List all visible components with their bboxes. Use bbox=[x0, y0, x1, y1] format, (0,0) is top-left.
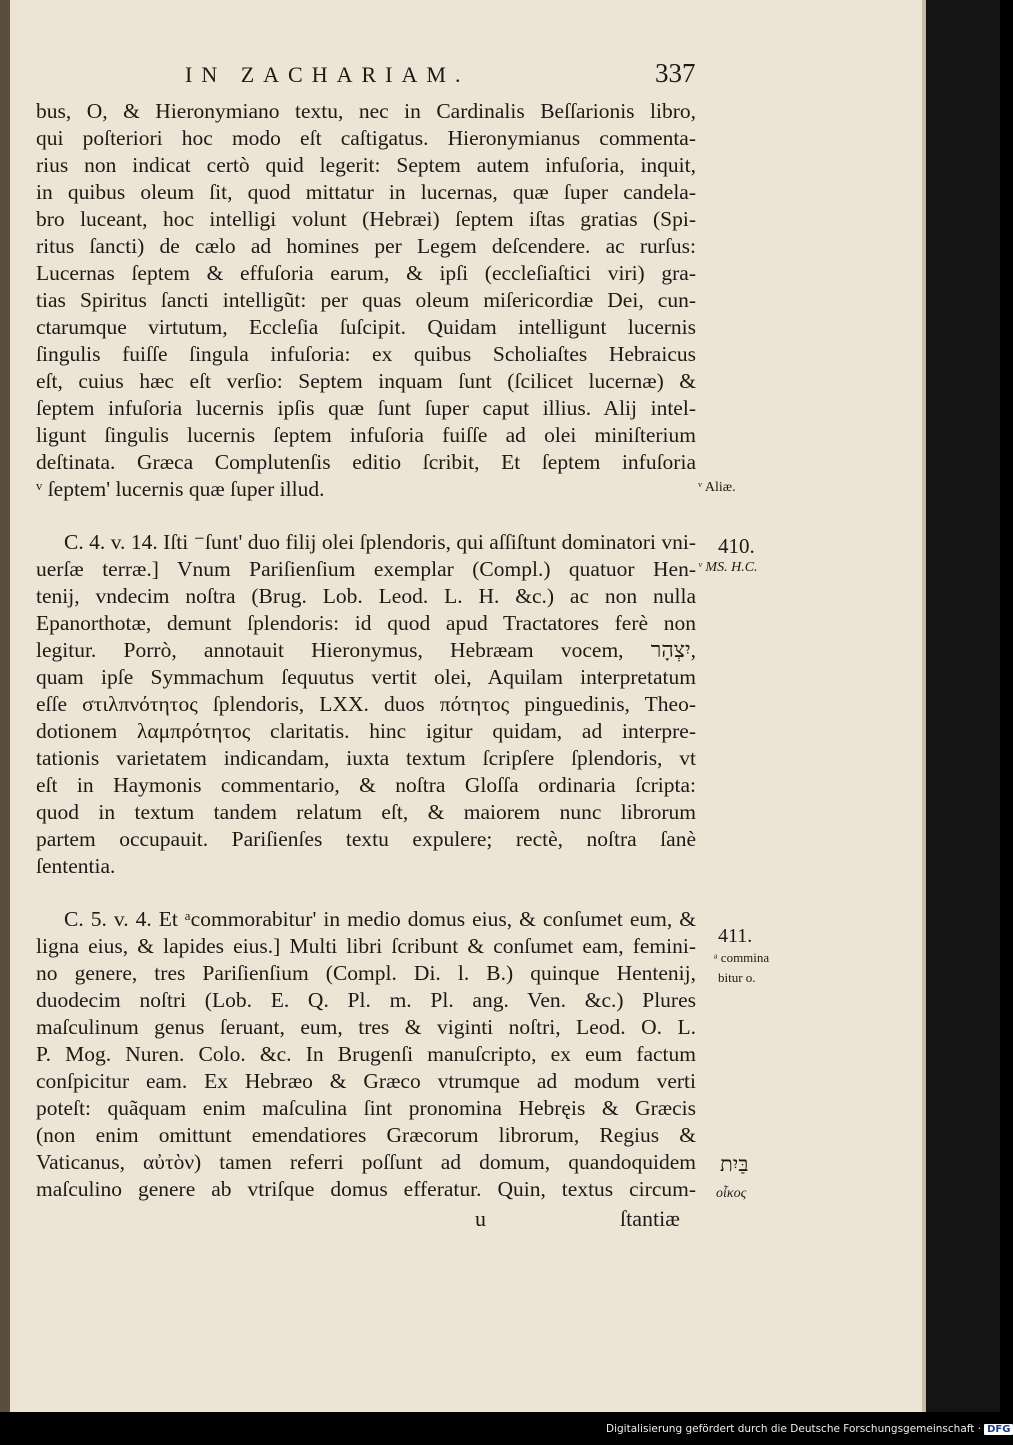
text-line: eſt in Haymonis commentario, & noſtra Gloſſa ordinaria ſcripta: bbox=[36, 773, 696, 797]
text-line: bro luceant, hoc intelligi volunt (Hebræi) ſeptem iſtas gratias (Spi- bbox=[36, 207, 696, 231]
footer-text: Digitalisierung gefördert durch die Deutsche Forschungsgemeinschaft · bbox=[606, 1423, 982, 1435]
text-line: maſculinum genus ſeruant, eum, tres & viginti noſtri, Leod. O. L. bbox=[36, 1015, 696, 1039]
margin-note-411: 411. bbox=[718, 925, 753, 947]
text-line: quod in textum tandem relatum eſt, & maiorem nunc librorum bbox=[36, 800, 696, 824]
text-line: ritus ſancti) de cælo ad homines per Legem deſcendere. ac rurſus: bbox=[36, 234, 696, 258]
text-line: Lucernas ſeptem & effuſoria earum, & ipſi (eccleſiaſtici viri) gra- bbox=[36, 261, 696, 285]
text-line: C. 4. v. 14. Iſti ⁻ſunt' duo filij olei ſplendoris, qui aſſiſtunt dominatori vni- bbox=[64, 530, 696, 554]
dfg-logo: DFG bbox=[984, 1424, 1013, 1435]
text-line: ſeptem infuſoria lucernis ipſis quæ ſunt ſuper caput illius. Alij intel- bbox=[36, 396, 696, 420]
running-title: IN ZACHARIAM. bbox=[185, 62, 470, 87]
scan-border bbox=[926, 0, 1000, 1412]
signature-mark: u bbox=[475, 1206, 486, 1231]
text-line: conſpicitur eam. Ex Hebræo & Græco vtrumque ad modum verti bbox=[36, 1069, 696, 1093]
text-line: eſt, cuius hæc eſt verſio: Septem inquam ſunt (ſcilicet lucernæ) & bbox=[36, 369, 696, 393]
text-line: P. Mog. Nuren. Colo. &c. In Brugenſi manuſcripto, ex eum factum bbox=[36, 1042, 696, 1066]
text-line: rius non indicat certò quid legerit: Septem autem infuſoria, inquit, bbox=[36, 153, 696, 177]
text-line: deſtinata. Græca Complutenſis editio ſcribit, Et ſeptem infuſoria bbox=[36, 450, 696, 474]
text-line: quam ipſe Symmachum ſequutus vertit olei, Aquilam interpretatum bbox=[36, 665, 696, 689]
text-line: no genere, tres Pariſienſium (Compl. Di. l. B.) quinque Hentenij, bbox=[36, 961, 696, 985]
margin-note-ms: ᵛ MS. H.C. bbox=[698, 560, 758, 575]
margin-note-alia: ᵛ Aliæ. bbox=[698, 480, 736, 495]
text-line: legitur. Porrò, annotauit Hieronymus, Hebræam vocem, יִצְהָר, bbox=[36, 638, 696, 662]
digitization-credit bbox=[606, 1423, 1013, 1435]
catchword: ſtantiæ bbox=[620, 1206, 680, 1231]
text-line: ligna eius, & lapides eius.] Multi libri ſcribunt & conſumet eam, femini- bbox=[36, 934, 696, 958]
running-head bbox=[185, 58, 705, 92]
text-line: qui poſteriori hoc modo eſt caſtigatus. Hieronymianus commenta- bbox=[36, 126, 696, 150]
text-line: Epanorthotæ, demunt ſplendoris: id quod apud Tractatores ferè non bbox=[36, 611, 696, 635]
text-line: C. 5. v. 4. Et ᵃcommorabitur' in medio domus eius, & conſumet eum, & bbox=[64, 907, 696, 931]
text-line: bus, O, & Hieronymiano textu, nec in Cardinalis Beſſarionis libro, bbox=[36, 99, 696, 123]
text-line: duodecim noſtri (Lob. E. Q. Pl. m. Pl. ang. Ven. &c.) Plures bbox=[36, 988, 696, 1012]
text-line: maſculino genere ab vtriſque domus efferatur. Quin, textus circum- bbox=[36, 1177, 696, 1201]
text-line: tationis varietatem indicandam, iuxta textum ſcripſere ſplendoris, vt bbox=[36, 746, 696, 770]
margin-note-410: 410. bbox=[718, 534, 755, 558]
page-gutter bbox=[0, 0, 10, 1412]
text-line: tenij, vndecim noſtra (Brug. Lob. Leod. L. H. &c.) ac non nulla bbox=[36, 584, 696, 608]
text-line: ſingulis fuiſſe ſingula infuſoria: ex quibus Scholiaſtes Hebraicus bbox=[36, 342, 696, 366]
text-line: ctarumque virtutum, Eccleſia ſuſcipit. Quidam intelligunt lucernis bbox=[36, 315, 696, 339]
text-line: dotionem λαμπρότητος claritatis. hinc igitur quidam, ad interpre- bbox=[36, 719, 696, 743]
text-line: (non enim omittunt emendatiores Græcorum librorum, Regius & bbox=[36, 1123, 696, 1147]
margin-note-hebrew: בַּיִת bbox=[720, 1152, 749, 1176]
text-line: tias Spiritus ſancti intelligũt: per quas oleum miſericordiæ Dei, cun- bbox=[36, 288, 696, 312]
text-line: uerſæ terræ.] Vnum Pariſienſium exemplar (Compl.) quatuor Hen- bbox=[36, 557, 696, 581]
page-number: 337 bbox=[655, 58, 696, 88]
text-line: eſſe στιλπνότητος ſplendoris, LXX. duos πότητος pinguedinis, Theo- bbox=[36, 692, 696, 716]
text-line: ſententia. bbox=[36, 854, 116, 878]
text-line: in quibus oleum ſit, quod mittatur in lucernas, quæ ſuper candela- bbox=[36, 180, 696, 204]
margin-note-bitur: bitur o. bbox=[718, 970, 756, 985]
text-line: ᵛ ſeptem' lucernis quæ ſuper illud. bbox=[36, 477, 325, 501]
text-line: ligunt ſingulis lucernis ſeptem infuſoria fuiſſe ad olei miniſterium bbox=[36, 423, 696, 447]
text-line: partem occupauit. Pariſienſes textu expulere; rectè, noſtra ſanè bbox=[36, 827, 696, 851]
margin-note-commin: ᵃ commina bbox=[714, 950, 770, 965]
margin-note-greek: οἶκος bbox=[716, 1186, 747, 1201]
text-line: poteſt: quãquam enim maſculina ſint pronomina Hebręis & Græcis bbox=[36, 1096, 696, 1120]
text-line: Vaticanus, αὐτὸν) tamen referri poſſunt ad domum, quandoquidem bbox=[36, 1150, 696, 1174]
